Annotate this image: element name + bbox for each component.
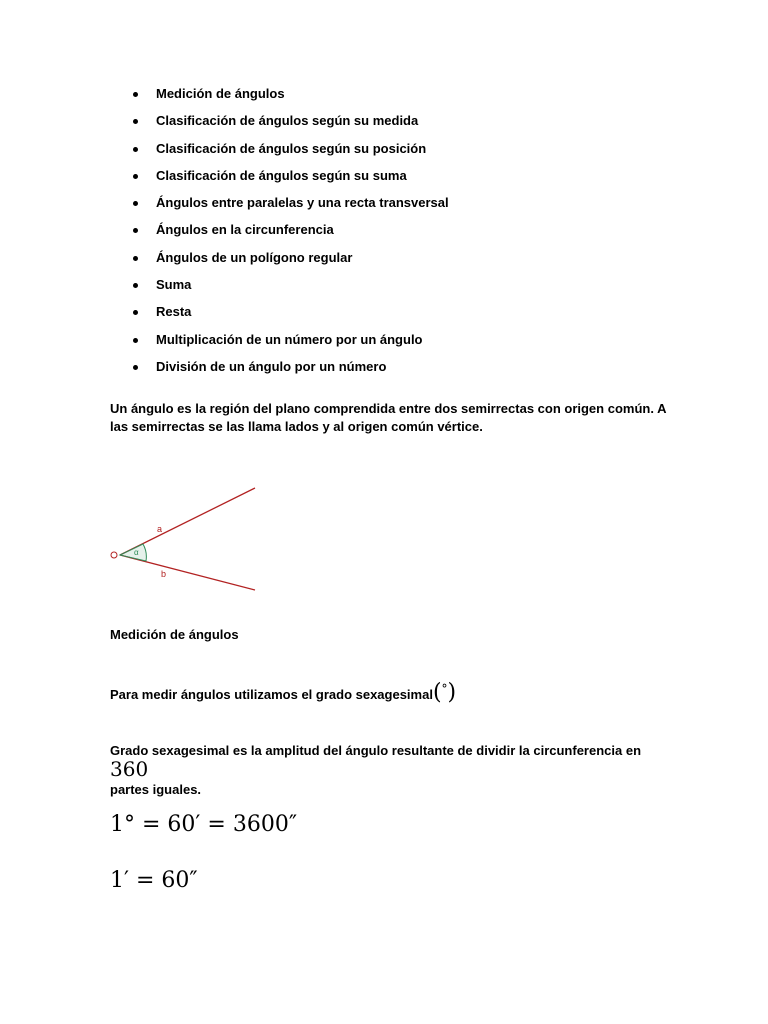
list-item-label: Ángulos de un polígono regular — [156, 249, 353, 265]
list-item-label: Clasificación de ángulos según su medida — [156, 113, 419, 129]
label-alpha: α — [134, 548, 139, 557]
bullet-icon — [133, 310, 138, 315]
list-item — [133, 330, 449, 357]
list-item — [133, 357, 449, 384]
side-b-ray — [120, 555, 255, 590]
list-item — [133, 166, 449, 193]
bullet-icon — [133, 201, 138, 206]
grado-text-2: partes iguales. — [110, 782, 202, 797]
formula-minute: 1′ = 60″ — [110, 868, 198, 893]
bullet-icon — [133, 365, 138, 370]
bullet-icon — [133, 283, 138, 288]
angle-figure — [105, 480, 265, 600]
list-item-label: Ángulos entre paralelas y una recta transversal — [156, 195, 449, 211]
list-item-label: Resta — [156, 304, 192, 320]
measure-text: Para medir ángulos utilizamos el grado sexagesimal — [110, 687, 433, 702]
list-item — [133, 84, 449, 111]
bullet-icon — [133, 92, 138, 97]
grado-definition — [110, 742, 670, 799]
list-item — [133, 275, 449, 302]
formula-degree: 1° = 60′ = 3600″ — [110, 812, 298, 837]
list-item-label: Medición de ángulos — [156, 86, 285, 101]
section-title: Medición de ángulos — [110, 627, 239, 642]
grado-text-1: Grado sexagesimal es la amplitud del ángulo resultante de dividir la circunferencia en — [110, 743, 642, 758]
degree-symbol: (°) — [432, 680, 457, 705]
vertex-marker — [111, 552, 117, 558]
list-item — [133, 111, 449, 138]
bullet-icon — [133, 174, 138, 179]
list-item-label: Suma — [156, 277, 192, 293]
topic-list — [133, 84, 449, 384]
bullet-icon — [133, 119, 138, 124]
list-item — [133, 139, 449, 166]
measure-sentence — [110, 680, 670, 704]
list-item-label: Multiplicación de un número por un ángulo — [156, 331, 423, 347]
label-a: a — [157, 524, 163, 534]
bullet-icon — [133, 338, 138, 343]
bullet-icon — [133, 256, 138, 261]
list-item-label: Clasificación de ángulos según su suma — [156, 167, 407, 183]
list-item-label: Ángulos en la circunferencia — [156, 222, 334, 238]
list-item-label: División de un ángulo por un número — [156, 358, 387, 374]
list-item — [133, 248, 449, 275]
bullet-icon — [133, 147, 138, 152]
bullet-icon — [133, 228, 138, 233]
list-item-label: Clasificación de ángulos según su posición — [156, 140, 427, 156]
list-item — [133, 193, 449, 220]
list-item — [133, 220, 449, 247]
list-item — [133, 302, 449, 329]
label-b: b — [161, 569, 167, 579]
grado-number: 360 — [110, 757, 149, 781]
angle-definition: Un ángulo es la región del plano comprendida entre dos semirrectas con origen común. A las semirrectas se las llama lados y al origen común vértice. — [110, 401, 666, 434]
